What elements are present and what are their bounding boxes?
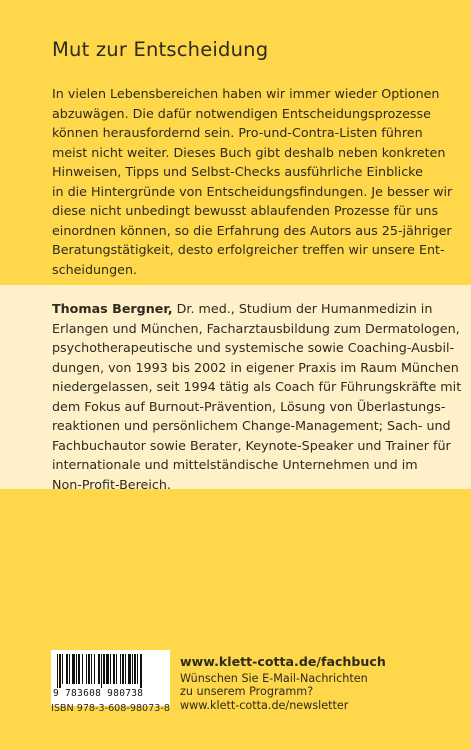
author-name: Thomas Bergner,: [52, 301, 173, 316]
bio-line: niedergelassen, seit 1994 tätig als Coach für Führungskräfte mit: [52, 379, 462, 394]
bio-line: reaktionen und persönlichem Change-Management; Sach- und: [52, 418, 451, 433]
blurb-line: scheidungen.: [52, 261, 138, 277]
bio-line: [52, 299, 452, 319]
blurb-line: diese nicht unbedingt bewusst ablaufenden Prozesse für uns: [52, 203, 439, 218]
bio-line: dungen, von 1993 bis 2002 in eigener Praxis im Raum München: [52, 359, 459, 375]
publisher-contact: [180, 655, 386, 712]
bio-line: Erlangen und München, Facharztausbildung zum Dermatologen,: [52, 320, 460, 336]
bio-line: Fachbuchautor sowie Berater, Keynote-Speaker und Trainer für: [52, 437, 451, 453]
blurb-line: Beratungstätigkeit, desto erfolgreicher treffen wir unsere Ent-: [52, 242, 445, 257]
barcode-digits: 9 783608 980738: [53, 688, 144, 699]
isbn-number: ISBN 978-3-608-98073-8: [51, 703, 170, 714]
blurb-line: abzuwägen. Die dafür notwendigen Entscheidungsprozesse: [52, 105, 431, 121]
bio-line: internationale und mittelständische Unternehmen und im: [52, 457, 418, 472]
newsletter-line: Wünschen Sie E-Mail-Nachrichten: [180, 671, 368, 685]
publisher-url: www.klett-cotta.de/fachbuch: [180, 654, 386, 669]
book-title: Mut zur Entscheidung: [52, 38, 269, 61]
blurb-line: Hinweisen, Tipps und Selbst-Checks ausführliche Einblicke: [52, 164, 423, 179]
blurb-text: [52, 84, 452, 279]
blurb-line: In vielen Lebensbereichen haben wir immer wieder Optionen: [52, 86, 440, 101]
newsletter-line: www.klett-cotta.de/newsletter: [180, 698, 349, 712]
newsletter-line: zu unserem Programm?: [180, 685, 314, 699]
bio-line: dem Fokus auf Burnout-Prävention, Lösung von Überlastungs-: [52, 398, 446, 414]
blurb-line: in die Hintergründe von Entscheidungsfindungen. Je besser wir: [52, 183, 453, 199]
blurb-line: meist nicht weiter. Dieses Buch gibt deshalb neben konkreten: [52, 144, 446, 160]
author-bio: [52, 299, 462, 494]
barcode-bars: [57, 654, 165, 688]
barcode: [51, 650, 170, 706]
bio-first-line-rest: Dr. med., Studium der Humanmedizin in: [172, 301, 433, 316]
bio-line: Non-Profit-Bereich.: [52, 476, 171, 492]
blurb-line: einordnen können, so die Erfahrung des Autors aus 25-jähriger: [52, 222, 452, 238]
blurb-line: können herausfordernd sein. Pro-und-Contra-Listen führen: [52, 125, 423, 140]
bio-line: psychotherapeutische und systemische sowie Coaching-Ausbil-: [52, 340, 455, 355]
